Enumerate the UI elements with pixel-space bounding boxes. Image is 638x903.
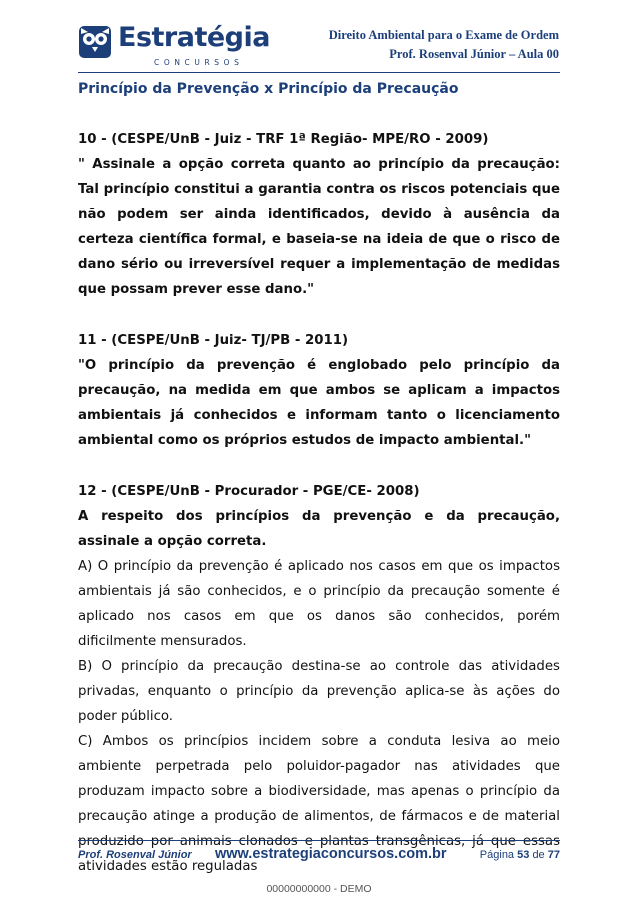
owl-logo-icon xyxy=(78,24,112,60)
question-12-statement: A respeito dos princípios da prevenção e da precaução, assinale a opção correta. xyxy=(78,509,560,549)
demo-watermark: 00000000000 - DEMO xyxy=(266,883,372,895)
question-10-heading: 10 - (CESPE/UnB - Juiz - TRF 1ª Região- MPE/RO - 2009) xyxy=(78,132,489,147)
question-10-statement: " Assinale a opção correta quanto ao princípio da precaução: Tal princípio constitui a garantia contra os riscos potenciais que não podem ser ainda identificados, devido à ausência da certeza científica formal, e baseia-se na ideia de que o risco de dano sério ou irreversível requer a implementação de medidas que possam prever esse dano." xyxy=(78,157,560,297)
logo-text: Estratégia xyxy=(118,22,270,53)
question-11-heading: 11 - (CESPE/UnB - Juiz- TJ/PB - 2011) xyxy=(78,333,349,348)
section-title: Princípio da Prevenção x Princípio da Precaução xyxy=(78,81,459,97)
page-number: Página 53 de 77 xyxy=(479,849,560,861)
footer-website-link[interactable]: www.estrategiaconcursos.com.br xyxy=(215,846,447,862)
question-11-statement: "O princípio da prevenção é englobado pelo princípio da precaução, na medida em que ambos se aplicam a impactos ambientais já conhecidos e informam tanto o licenciamento ambiental como os próprios estudos de impacto ambiental." xyxy=(78,358,560,448)
document-body xyxy=(78,127,560,879)
question-12-heading: 12 - (CESPE/UnB - Procurador - PGE/CE- 2008) xyxy=(78,484,420,499)
footer-author: Prof. Rosenval Júnior xyxy=(78,849,192,861)
option-b: B) O princípio da precaução destina-se ao controle das atividades privadas, enquanto o princípio da prevenção aplica-se às ações do poder público. xyxy=(78,659,560,724)
header-info xyxy=(329,26,559,64)
estrategia-logo xyxy=(78,20,270,68)
footer-divider xyxy=(78,840,560,841)
option-a: A) O princípio da prevenção é aplicado nos casos em que os impactos ambientais já são conhecidos, e o princípio da precaução somente é aplicado nos casos em que os danos são conhecidos, porém dificilmente mensurados. xyxy=(78,559,560,649)
author-lesson: Prof. Rosenval Júnior – Aula 00 xyxy=(389,47,559,61)
option-c: C) Ambos os princípios incidem sobre a conduta lesiva ao meio ambiente perpetrada pelo poluidor-pagador nas atividades que produzam impacto sobre a biodiversidade, mas apenas o princípio da precaução atinge a produção de alimentos, de fármacos e de material produzido por animais clonados e plantas transgênicas, já que essas atividades estão reguladas xyxy=(78,734,560,874)
logo-subtitle: CONCURSOS xyxy=(154,58,244,67)
course-title: Direito Ambiental para o Exame de Ordem xyxy=(328,28,559,42)
header-divider xyxy=(78,72,560,73)
